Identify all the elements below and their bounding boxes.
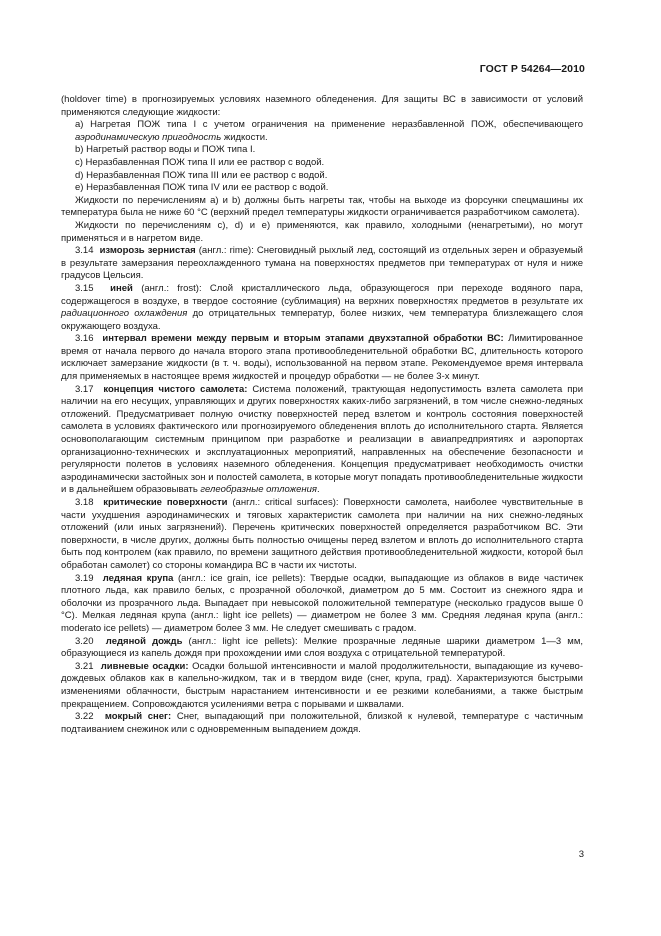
- term-3-19: 3.19 ледяная крупа (англ.: ice grain, ice pellets): Твердые осадки, выпадающие из облаков в виде частичек плотного льда, как правило белых, с прозрачной оболочкой, диаметром до 5 мм. Состоит из снежного ядра и оболочки из прозрачного льда. Выпадает при невысокой положительной температуре (несколько градусов выше 0 °С). Мелкая ледяная крупа (англ.: light ice pellets) — диаметром не более 3 мм. Средняя ледяная крупа (англ.: moderato ice pellets) — диаметром более 3 мм. Не следует смешивать с градом.: [61, 572, 583, 634]
- list-item-e: e) Неразбавленная ПОЖ типа IV или ее раствор с водой.: [75, 182, 329, 194]
- document-body: [61, 94, 583, 736]
- term-3-22: 3.22 мокрый снег: Снег, выпадающий при положительной, близкой к нулевой, температуре с частичным подтаиванием снежинок или с одновременным выпадением дождя.: [61, 711, 584, 735]
- page-number: 3: [578, 849, 584, 860]
- standard-header: ГОСТ Р 54264—2010: [479, 63, 585, 75]
- term-3-15: 3.15 иней (англ.: frost): Слой кристаллического льда, образующегося при переходе водяного пара, содержащегося в воздухе, в твердое состояние (сублимация) на верхних поверхностях предметов в результате их радиационного охлаждения до отрицательных температур, более низких, чем температура близлежащего слоя окружающего воздуха.: [61, 282, 583, 332]
- term-3-16: 3.16 интервал времени между первым и вторым этапами двухэтапной обработки ВС: Лимитированное время от начала первого до начала второго этапа противообледенительной обработки ВС, длительность которого исключает замерзание жидкости (в т. ч. воды), использованной на первом этапе. Рекомендуемое время интервала для применяемых в настоящее время жидкостей и процедур обработки — не более 3-х минут.: [61, 333, 584, 383]
- term-3-20: 3.20 ледяной дождь (англ.: light ice pellets): Мелкие прозрачные ледяные шарики диаметром 1—3 мм, образующиеся из капель дождя при прохождении ими слоя воздуха с отрицательной температурой.: [61, 635, 583, 660]
- term-3-21: 3.21 ливневые осадки: Осадки большой интенсивности и малой продолжительности, выпадающие из кучево-дождевых облаков как в капельно-жидком, так и в твердом виде (снег, крупа, град). Характеризуются быстрыми изменениями облачности, быстрым нарастанием интенсивности и ее резкими колебаниями, а также быстрым прекращением. Сопровождаются усилениями ветра с порывами и шквалами.: [61, 660, 584, 710]
- intro-paragraph: (holdover time) в прогнозируемых условиях наземного обледенения. Для защиты ВС в зависимости от условий применяются следующие жидкости:: [61, 94, 583, 118]
- list-item-d: d) Неразбавленная ПОЖ типа III или ее раствор с водой.: [75, 169, 328, 181]
- term-3-14: 3.14 изморозь зернистая (англ.: rime): Снеговидный рыхлый лед, состоящий из отдельных зерен и образуемый в результате замерзания переохлажденного тумана на поверхностях предметов при температурах от нуля и ниже градусов Цельсия.: [61, 245, 583, 282]
- term-3-18: 3.18 критические поверхности (англ.: critical surfaces): Поверхности самолета, наиболее чувствительные в части ухудшения аэродинамических и тяговых характеристик самолета при наличии на них снежно-ледяных отложений (или иных загрязнений). Перечень критических поверхностей определяется разработчиком ВС. Эти поверхности, в числе других, должны быть полностью очищены перед взлетом и вплоть до исполнительного старта быть под контролем (как правило, по времени защитного действия противообледенительной жидкости, которой был обработан самолет) со стороны командира ВС в части их чистоты.: [61, 497, 583, 571]
- term-3-17: 3.17 концепция чистого самолета: Система положений, трактующая недопустимость взлета самолета при наличии на его несущих, управляющих и других поверхностях каких-либо загрязнений, в том числе снежно-ледяных отложений. Предусматривает полную очистку поверхностей перед взлетом и контроль состояния поверхностей самолета в условиях фактического или прогнозируемого обледенения вплоть до исполнительного старта. Является основополагающим системным принципом при разработке и реализации в авиапредприятиях и аэропортах организационно-технических и эксплуатационных мероприятий, направленных на обеспечение безопасности и регулярности полетов в условиях наземного обледенения. Концепция предусматривает необходимость очистки аэродинамически застойных зон и полостей самолета, в которые могут попадать противообледенительные жидкости и в дальнейшем образовывать гелеобразные отложения.: [61, 383, 583, 496]
- list-item-b: b) Нагретый раствор воды и ПОЖ типа I.: [75, 144, 256, 156]
- paragraph-heating: Жидкости по перечислениям а) и b) должны быть нагреты так, чтобы на выходе из форсунки спецмашины их температура была не ниже 60 °С (верхний предел температуры жидкости ограничивается разработчиком самолета).: [61, 194, 583, 219]
- list-item-c: c) Неразбавленная ПОЖ типа II или ее раствор с водой.: [75, 156, 325, 168]
- paragraph-cold: Жидкости по перечислениям с), d) и е) применяются, как правило, холодными (ненагретыми), но могут применяться и в нагретом виде.: [61, 219, 583, 244]
- list-item-a: а) Нагретая ПОЖ типа I с учетом ограничения на применение неразбавленной ПОЖ, обеспечивающего аэродинамическую пригодность жидкости.: [75, 119, 583, 143]
